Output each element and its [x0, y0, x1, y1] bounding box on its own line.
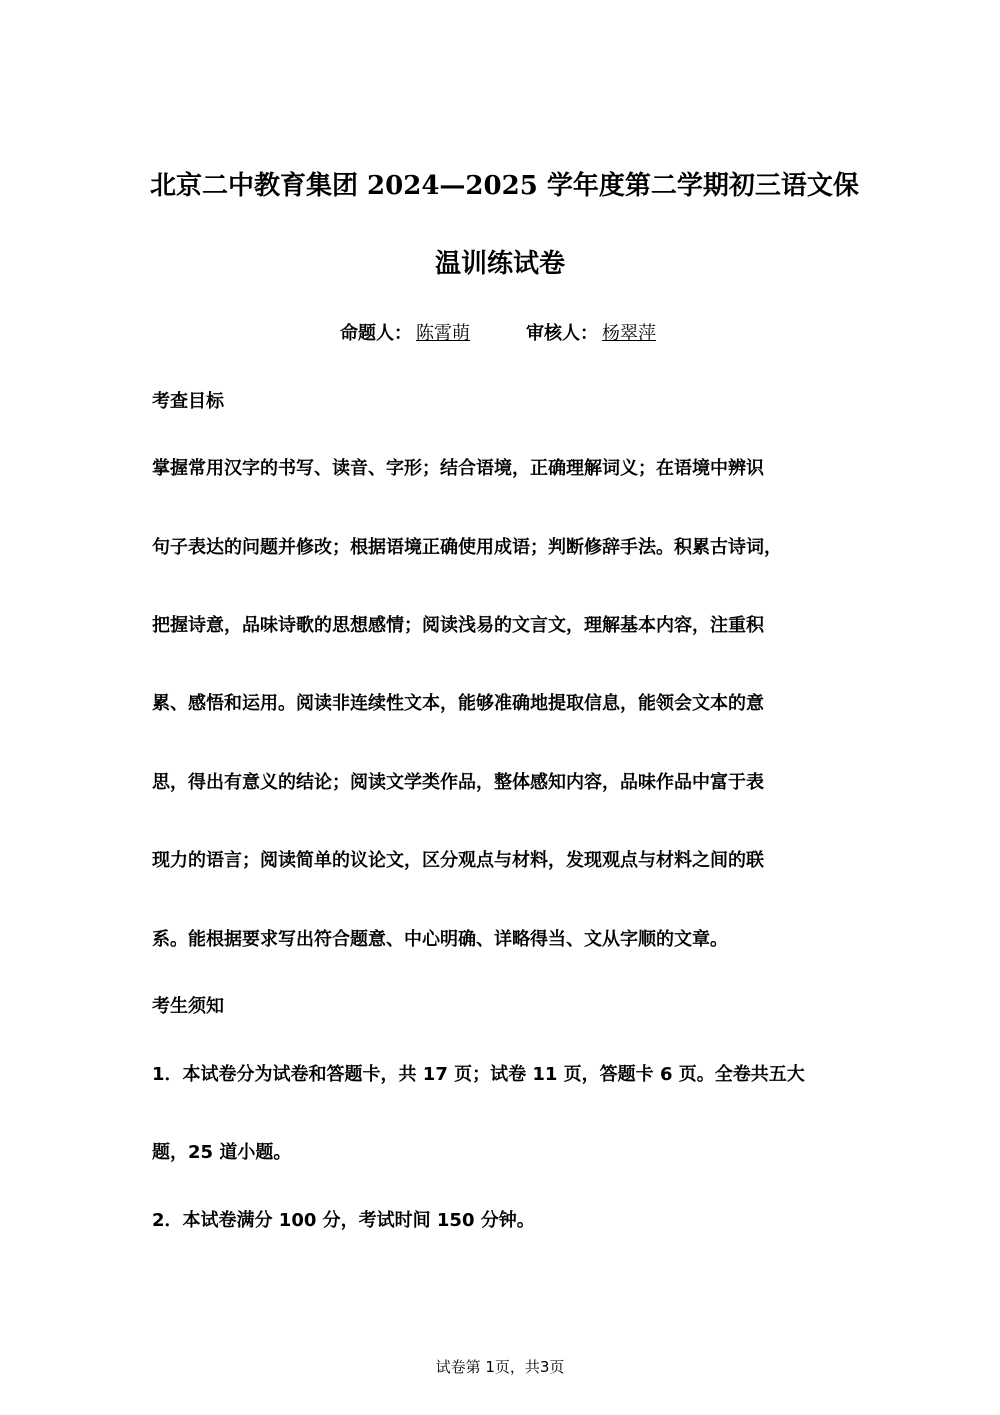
- notes-line: 题，25 道小题。: [152, 1142, 292, 1163]
- author-name: 陈霄萌: [416, 323, 470, 344]
- reviewer-label: 审核人：: [526, 323, 598, 344]
- author-label: 命题人：: [340, 323, 412, 344]
- goals-line: 句子表达的问题并修改；根据语境正确使用成语；判断修辞手法。积累古诗词，: [152, 537, 782, 558]
- goals-line: 现力的语言；阅读简单的议论文，区分观点与材料，发现观点与材料之间的联: [152, 850, 764, 871]
- exam-title-line-1: 北京二中教育集团 2024—2025 学年度第二学期初三语文保: [150, 171, 859, 201]
- notes-heading: 考生须知: [152, 996, 224, 1017]
- goals-heading: 考查目标: [152, 391, 224, 412]
- exam-title-line-2: 温训练试卷: [434, 249, 565, 279]
- page-footer: 试卷第 1页，共3页: [435, 1358, 565, 1376]
- goals-line: 系。能根据要求写出符合题意、中心明确、详略得当、文从字顺的文章。: [152, 929, 728, 950]
- goals-line: 把握诗意，品味诗歌的思想感情；阅读浅易的文言文，理解基本内容，注重积: [152, 615, 764, 636]
- authors-line: [0, 320, 1000, 348]
- goals-line: 掌握常用汉字的书写、读音、字形；结合语境，正确理解词义；在语境中辨识: [152, 458, 764, 479]
- goals-line: 累、感悟和运用。阅读非连续性文本，能够准确地提取信息，能领会文本的意: [152, 693, 764, 714]
- goals-line: 思，得出有意义的结论；阅读文学类作品，整体感知内容，品味作品中富于表: [152, 772, 764, 793]
- notes-line: 2．本试卷满分 100 分，考试时间 150 分钟。: [152, 1210, 535, 1231]
- notes-line: 1．本试卷分为试卷和答题卡，共 17 页；试卷 11 页，答题卡 6 页。全卷共五大: [152, 1064, 805, 1085]
- reviewer-name: 杨翠萍: [602, 323, 656, 344]
